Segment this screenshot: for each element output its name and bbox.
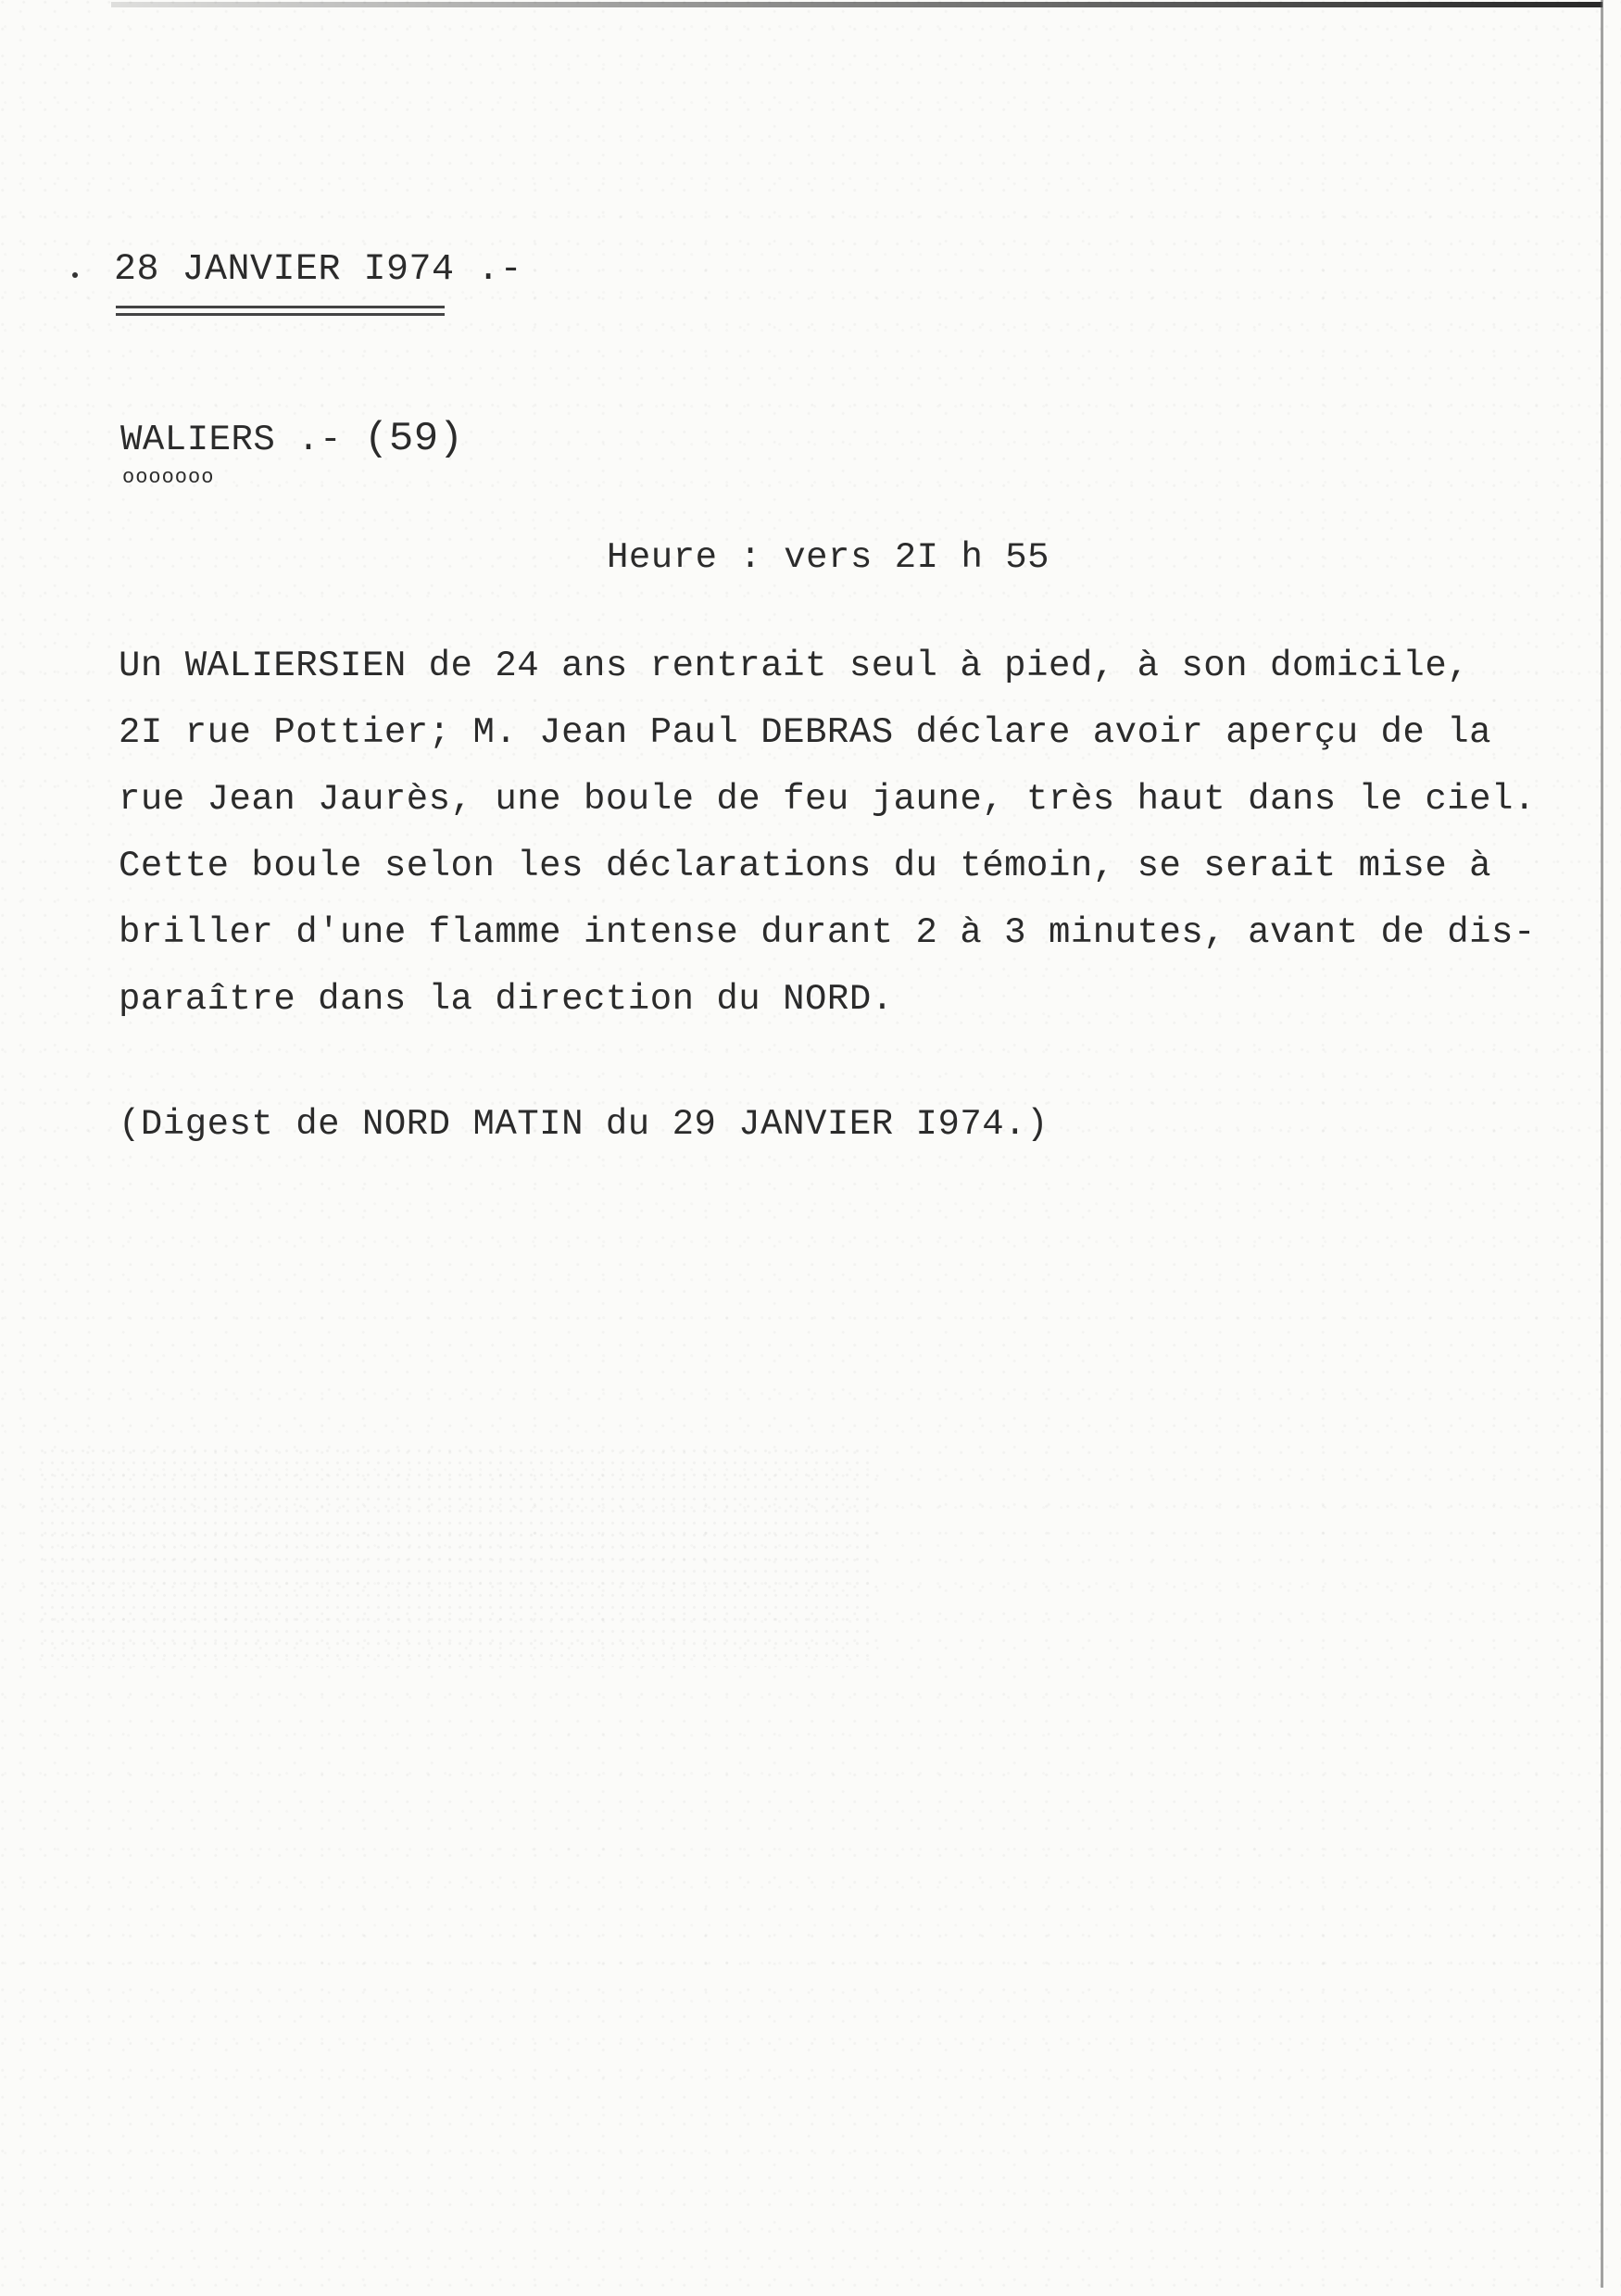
place-heading (120, 416, 464, 462)
source-citation: (Digest de NORD MATIN du 29 JANVIER I974.) (119, 1104, 1049, 1145)
body-line: rue Jean Jaurès, une boule de feu jaune, très haut dans le ciel. (119, 779, 1536, 820)
place-department: (59) (363, 416, 464, 462)
page-top-edge-shadow (111, 2, 1602, 7)
body-line: Cette boule selon les déclarations du témoin, se serait mise à (119, 846, 1492, 886)
date-heading: 28 JANVIER I974 .- (114, 249, 523, 291)
body-line: 2I rue Pottier; M. Jean Paul DEBRAS déclare avoir aperçu de la (119, 712, 1492, 753)
time-line: Heure : vers 2I h 55 (607, 537, 1050, 578)
body-line: briller d'une flamme intense durant 2 à 3 minutes, avant de dis- (119, 912, 1536, 953)
page-right-edge-shadow (1601, 0, 1603, 2288)
body-line: Un WALIERSIEN de 24 ans rentrait seul à pied, à son domicile, (119, 646, 1470, 686)
date-heading-underline-top (116, 306, 445, 308)
scan-noise-band (37, 1445, 871, 1667)
date-heading-underline-bottom (116, 313, 445, 316)
body-line: paraître dans la direction du NORD. (119, 979, 894, 1020)
place-name: WALIERS .- (120, 420, 364, 460)
place-heading-underline: ooooooo (122, 466, 215, 489)
margin-dot (72, 272, 78, 278)
